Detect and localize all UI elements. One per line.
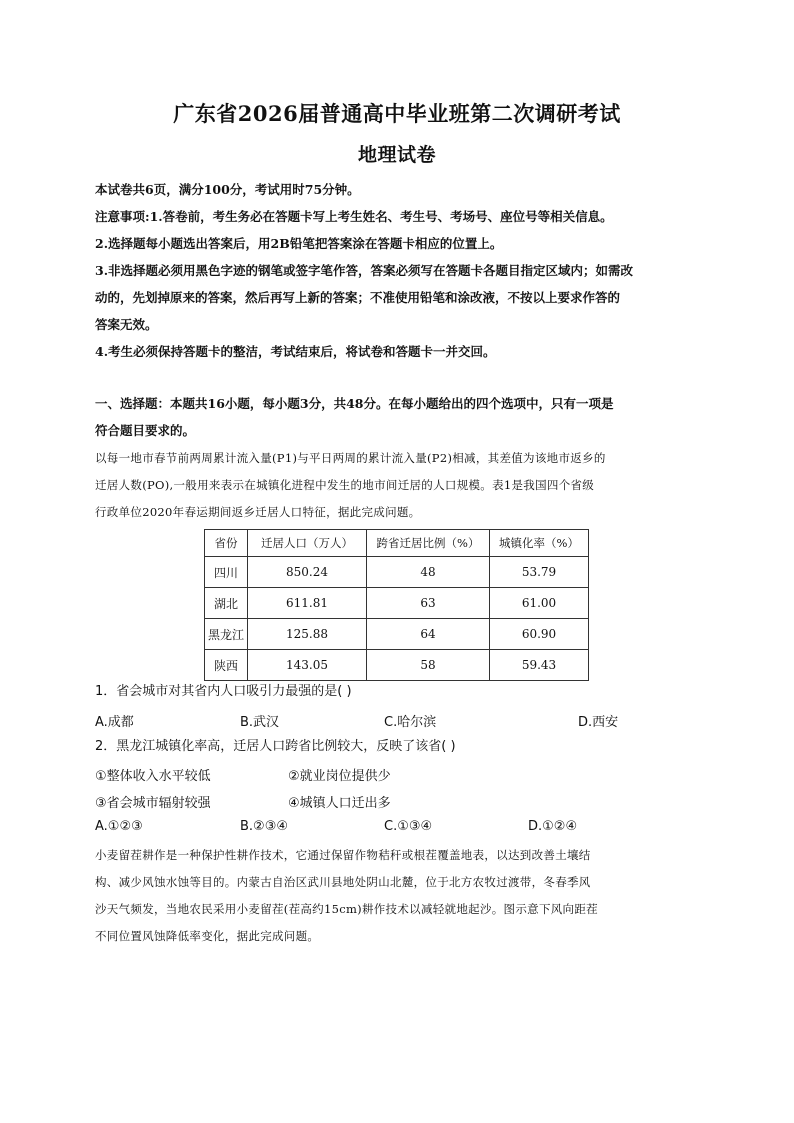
note-line: 4.考生必须保持答题卡的整洁，考试结束后，将试卷和答题卡一并交回。 <box>95 344 496 359</box>
table-row <box>205 650 589 681</box>
passage2-line: 构、减少风蚀水蚀等目的。内蒙古自治区武川县地处阴山北麓，位于北方农牧过渡带，冬春季风 <box>95 875 591 889</box>
exam-info: 本试卷共6页，满分100分，考试用时75分钟。 <box>95 182 360 197</box>
q2-option-d: D.①②④ <box>528 819 578 834</box>
table-header: 城镇化率（%） <box>490 530 589 557</box>
passage1-line: 以每一地市春节前两周累计流入量(P1)与平日两周的累计流入量(P2)相减，其差值为该地市返乡的 <box>95 451 606 465</box>
table-header: 省份 <box>205 530 248 557</box>
q1-option-b: B.武汉 <box>240 715 280 730</box>
section-heading: 一、选择题：本题共16小题，每小题3分，共48分。在每小题给出的四个选项中，只有一项是 <box>95 396 614 411</box>
table-cell: 611.81 <box>248 588 367 619</box>
table-cell: 850.24 <box>248 557 367 588</box>
table-cell: 63 <box>367 588 490 619</box>
table-row <box>205 557 589 588</box>
exam-subject: 地理试卷 <box>357 144 436 166</box>
table-cell: 64 <box>367 619 490 650</box>
note-line: 2.选择题每小题选出答案后，用2B铅笔把答案涂在答题卡相应的位置上。 <box>95 236 503 251</box>
q1-option-d: D.西安 <box>578 715 619 730</box>
exam-title: 广东省2026届普通高中毕业班第二次调研考试 <box>173 101 621 126</box>
note-line: 注意事项:1.答卷前，考生务必在答题卡写上考生姓名、考生号、考场号、座位号等相关信息。 <box>95 209 613 224</box>
table-cell: 黑龙江 <box>205 619 248 650</box>
passage1-line: 迁居人数(PO),一般用来表示在城镇化进程中发生的地市间迁居的人口规模。表1是我国四个省级 <box>95 478 595 492</box>
table-cell: 四川 <box>205 557 248 588</box>
table-cell: 143.05 <box>248 650 367 681</box>
table-row <box>205 588 589 619</box>
q2-option-c: C.①③④ <box>384 819 433 834</box>
table-cell: 125.88 <box>248 619 367 650</box>
note-line: 答案无效。 <box>95 317 158 332</box>
q2-option-a: A.①②③ <box>95 819 143 834</box>
table-row <box>205 619 589 650</box>
note-line: 3.非选择题必须用黑色字迹的钢笔或签字笔作答，答案必须写在答题卡各题目指定区域内；如需改 <box>95 263 634 278</box>
passage2-line: 小麦留茬耕作是一种保护性耕作技术，它通过保留作物秸秆或根茬覆盖地表，以达到改善土壤结 <box>95 848 591 862</box>
q2-item-1: ①整体收入水平较低 <box>95 769 211 784</box>
q1-option-a: A.成都 <box>95 715 134 730</box>
table-header: 跨省迁居比例（%） <box>367 530 490 557</box>
table-cell: 59.43 <box>490 650 589 681</box>
migration-table <box>204 529 589 681</box>
q1-option-c: C.哈尔滨 <box>384 715 437 730</box>
question-1-stem: 1．省会城市对其省内人口吸引力最强的是( ) <box>95 684 352 699</box>
table-cell: 48 <box>367 557 490 588</box>
section-heading: 符合题目要求的。 <box>95 423 196 438</box>
q2-option-b: B.②③④ <box>240 819 289 834</box>
passage2-line: 不同位置风蚀降低率变化，据此完成问题。 <box>95 929 320 943</box>
table-cell: 61.00 <box>490 588 589 619</box>
q2-item-3: ③省会城市辐射较强 <box>95 796 211 811</box>
table-header: 迁居人口（万人） <box>248 530 367 557</box>
passage2-line: 沙天气频发，当地农民采用小麦留茬(茬高约15cm)耕作技术以减轻就地起沙。图示意下风向距茬 <box>95 902 598 916</box>
note-line: 动的，先划掉原来的答案，然后再写上新的答案；不准使用铅笔和涂改液，不按以上要求作答的 <box>95 290 621 305</box>
table-cell: 60.90 <box>490 619 589 650</box>
table-cell: 58 <box>367 650 490 681</box>
passage1-line: 行政单位2020年春运期间返乡迁居人口特征，据此完成问题。 <box>95 505 421 519</box>
q2-item-4: ④城镇人口迁出多 <box>288 796 391 811</box>
question-2-stem: 2．黑龙江城镇化率高，迁居人口跨省比例较大，反映了该省( ) <box>95 739 456 754</box>
table-header-row <box>205 530 589 557</box>
table-cell: 53.79 <box>490 557 589 588</box>
table-cell: 陕西 <box>205 650 248 681</box>
q2-item-2: ②就业岗位提供少 <box>288 769 391 784</box>
table-cell: 湖北 <box>205 588 248 619</box>
